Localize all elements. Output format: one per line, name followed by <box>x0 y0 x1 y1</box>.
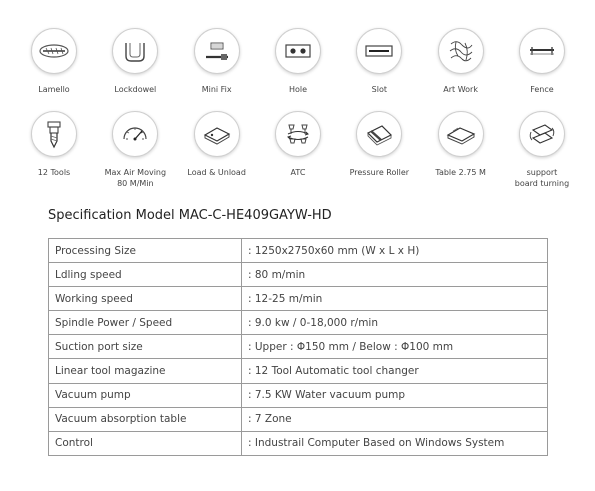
feature-pressure-roller <box>343 111 415 189</box>
feature-row-2 <box>18 111 578 189</box>
fence-icon <box>519 28 565 74</box>
feature-label: ATC <box>290 168 306 177</box>
spec-row <box>49 431 548 455</box>
spec-value: : 9.0 kw / 0-18,000 r/min <box>242 311 548 335</box>
spec-row <box>49 407 548 431</box>
feature-grid <box>18 28 578 189</box>
feature-mini-fix <box>181 28 253 95</box>
slot-icon <box>356 28 402 74</box>
spec-value: : Industrail Computer Based on Windows System <box>242 431 548 455</box>
spec-key: Working speed <box>49 287 242 311</box>
gauge-icon <box>112 111 158 157</box>
lamello-icon <box>31 28 77 74</box>
load-unload-icon <box>194 111 240 157</box>
feature-label: Table 2.75 M <box>435 168 486 177</box>
art-work-icon <box>438 28 484 74</box>
table-icon <box>438 111 484 157</box>
spec-key: Ldling speed <box>49 263 242 287</box>
feature-fence <box>506 28 578 95</box>
feature-art-work <box>425 28 497 95</box>
spec-row <box>49 287 548 311</box>
spec-row <box>49 383 548 407</box>
spec-row <box>49 239 548 263</box>
spec-table <box>48 238 548 456</box>
feature-label: Mini Fix <box>201 85 232 94</box>
spec-key: Spindle Power / Speed <box>49 311 242 335</box>
pressure-roller-icon <box>356 111 402 157</box>
spec-title: Specification Model MAC-C-HE409GAYW-HD <box>48 208 332 223</box>
feature-label: Art Work <box>443 85 478 94</box>
spec-key: Vacuum pump <box>49 383 242 407</box>
board-turning-icon <box>519 111 565 157</box>
feature-label: Pressure Roller <box>349 168 410 177</box>
spec-row <box>49 263 548 287</box>
feature-lamello <box>18 28 90 95</box>
feature-slot <box>343 28 415 95</box>
spec-value: : 80 m/min <box>242 263 548 287</box>
spec-value: : 7 Zone <box>242 407 548 431</box>
feature-label: 12 Tools <box>37 168 71 177</box>
spec-row <box>49 311 548 335</box>
feature-label: support board turning <box>514 168 570 188</box>
spec-row <box>49 359 548 383</box>
spec-value: : 12 Tool Automatic tool changer <box>242 359 548 383</box>
feature-label: Max Air Moving 80 M/Min <box>104 168 167 188</box>
spec-value: : 7.5 KW Water vacuum pump <box>242 383 548 407</box>
spec-key: Vacuum absorption table <box>49 407 242 431</box>
mini-fix-icon <box>194 28 240 74</box>
feature-load-unload <box>181 111 253 189</box>
feature-board-turning <box>506 111 578 189</box>
spec-row <box>49 335 548 359</box>
feature-label: Load & Unload <box>187 168 246 177</box>
feature-table <box>425 111 497 189</box>
lockdowel-icon <box>112 28 158 74</box>
feature-atc <box>262 111 334 189</box>
spec-key: Processing Size <box>49 239 242 263</box>
feature-label: Fence <box>530 85 554 94</box>
hole-icon <box>275 28 321 74</box>
spec-key: Linear tool magazine <box>49 359 242 383</box>
spec-key: Control <box>49 431 242 455</box>
spec-value: : Upper : Φ150 mm / Below : Φ100 mm <box>242 335 548 359</box>
feature-label: Lockdowel <box>114 85 157 94</box>
feature-hole <box>262 28 334 95</box>
spec-value: : 12-25 m/min <box>242 287 548 311</box>
feature-air-moving <box>99 111 171 189</box>
feature-12-tools <box>18 111 90 189</box>
spec-key: Suction port size <box>49 335 242 359</box>
tools-icon <box>31 111 77 157</box>
feature-label: Slot <box>371 85 387 94</box>
feature-lockdowel <box>99 28 171 95</box>
feature-label: Lamello <box>38 85 70 94</box>
atc-icon <box>275 111 321 157</box>
feature-row-1 <box>18 28 578 95</box>
spec-value: : 1250x2750x60 mm (W x L x H) <box>242 239 548 263</box>
feature-label: Hole <box>288 85 308 94</box>
